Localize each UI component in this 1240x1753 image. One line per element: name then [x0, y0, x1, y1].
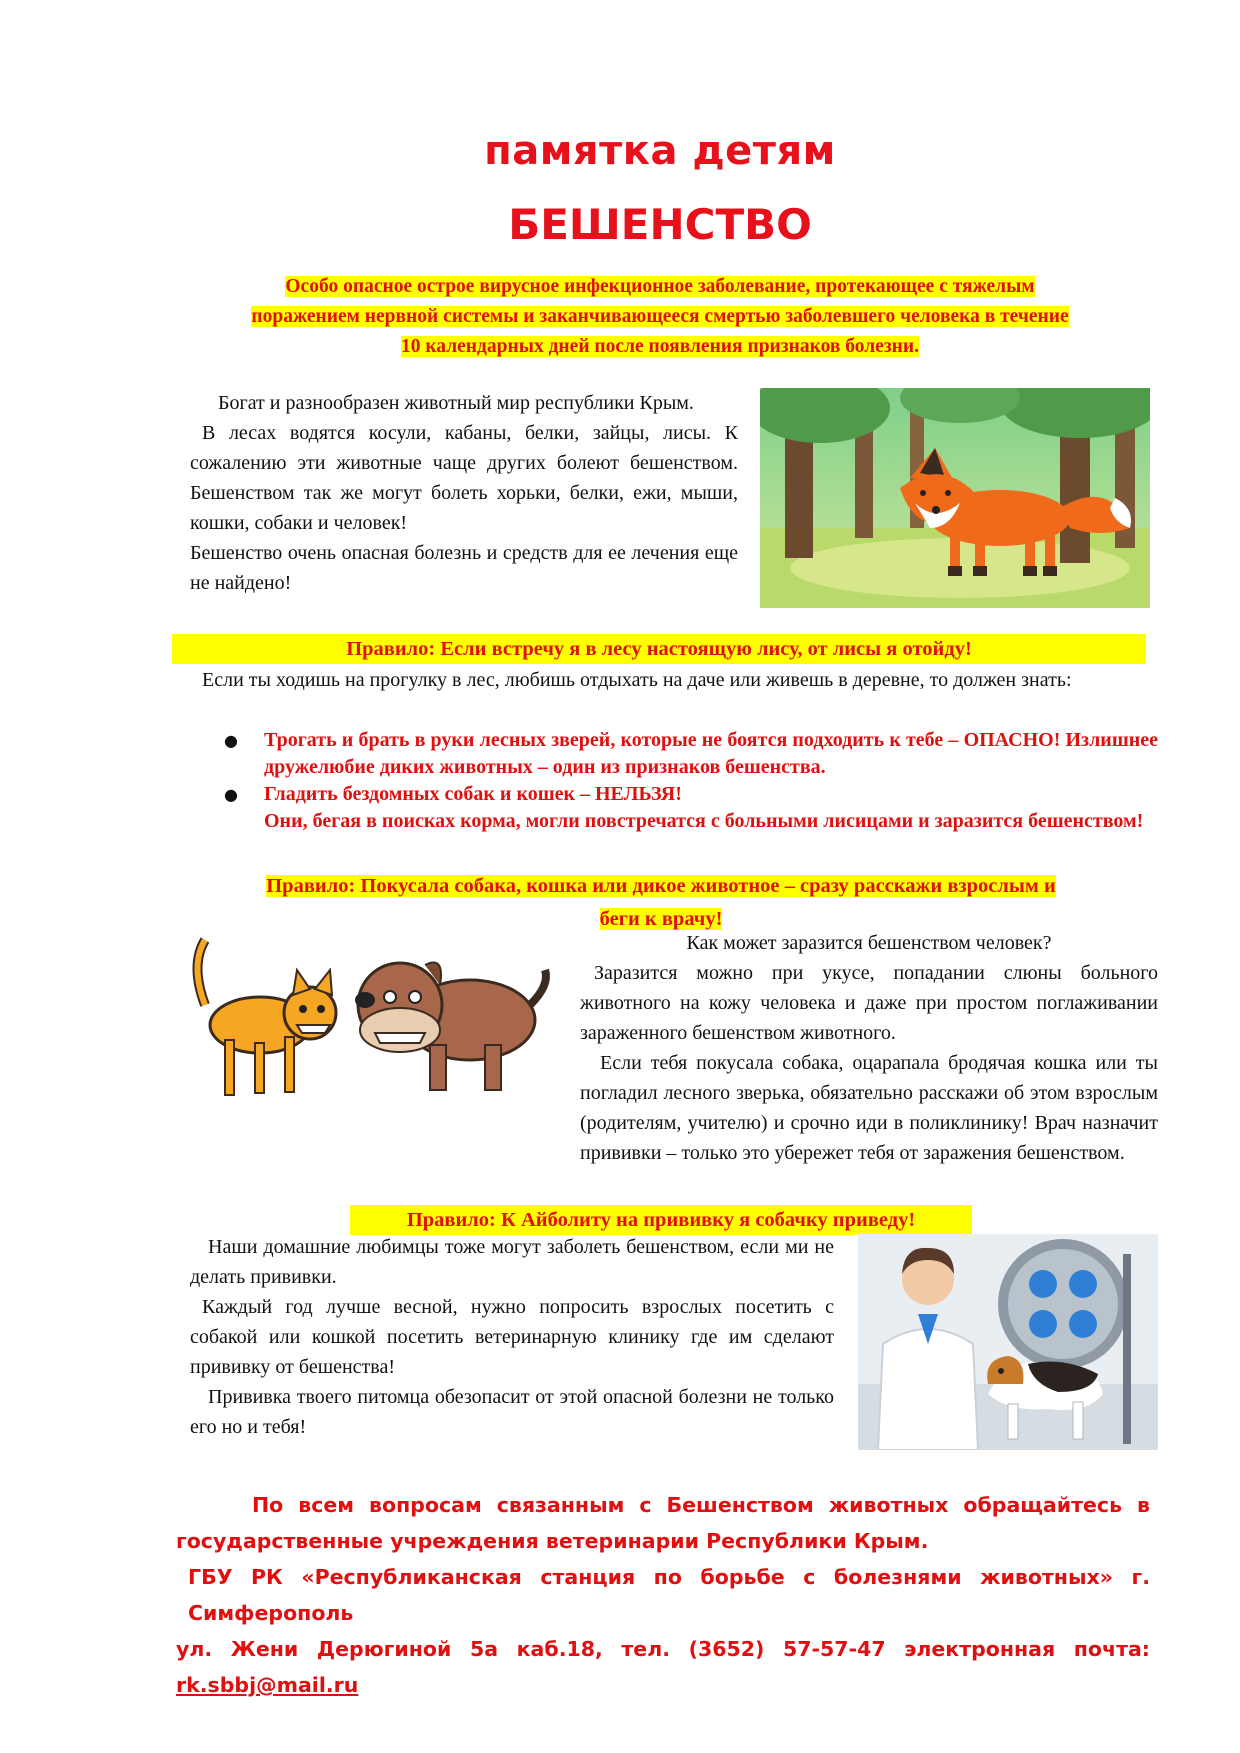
paragraph: Если тебя покусала собака, оцарапала бродячая кошка или ты погладил лесного зверька, обязательно расскажи об этом взрослым (родителям, учителю) и срочно иди в поликлинику! Врач назначит прививки – только это убережет тебя от заражения бешенством. [580, 1052, 1158, 1164]
infection-paragraphs [580, 928, 1158, 1168]
contact-footer [176, 1487, 1150, 1703]
intro-warning [170, 272, 1150, 362]
footer-line: ГБУ РК «Республиканская станция по борьбе с болезнями животных» г. Симферополь [188, 1565, 1150, 1625]
list-item [224, 727, 1158, 781]
footer-line: государственные учреждения ветеринарии Республики Крым. [176, 1529, 929, 1553]
rule-line: беги к врачу! [599, 908, 723, 930]
paragraph: Прививка твоего питомца обезопасит от этой опасной болезни не только его но и тебя! [190, 1386, 834, 1438]
fauna-paragraphs [190, 388, 738, 598]
page-subtitle: БЕШЕНСТВО [508, 200, 812, 249]
pets-paragraphs [190, 1232, 834, 1442]
email-link[interactable]: rk.sbbj@mail.ru [176, 1673, 359, 1697]
paragraph: Богат и разнообразен животный мир республики Крым. [218, 392, 694, 414]
angry-cat-dog-illustration [185, 925, 560, 1105]
paragraph: В лесах водятся косули, кабаны, белки, зайцы, лисы. К сожалению эти животные чаще других болеют бешенством. Бешенством так же могут болеть хорьки, белки, ежи, мыши, кошки, собаки и человек! [190, 422, 738, 534]
intro-line: поражением нервной системы и заканчивающееся смертью заболевшего человека в течение [251, 306, 1069, 327]
bullet-icon: ● [224, 785, 238, 804]
page-title: памятка детям [484, 128, 836, 174]
fox-forest-illustration [760, 388, 1150, 608]
walk-paragraph: Если ты ходишь на прогулку в лес, любишь отдыхать на даче или живешь в деревне, то должен знать: [202, 669, 1072, 691]
footer-line: По всем вопросам связанным с Бешенством животных обращайтесь в [252, 1493, 1150, 1517]
paragraph: Заразится можно при укусе, попадании слюны больного животного на кожу человека и даже при простом поглаживании зараженного бешенством животного. [580, 962, 1158, 1044]
list-item [224, 781, 1158, 835]
question: Как может заразится бешенством человек? [686, 932, 1052, 954]
address-text: ул. Жени Дерюгиной 5а каб.18, тел. (3652) 57-57-47 электронная почта: [176, 1637, 1150, 1661]
list-item-text: Трогать и брать в руки лесных зверей, которые не боятся подходить к тебе – ОПАСНО! Излишнее дружелюбие диких животных – один из признаков бешенства. [264, 729, 1158, 778]
footer-address-line [176, 1631, 1150, 1703]
veterinarian-illustration [858, 1234, 1158, 1450]
intro-line: Особо опасное острое вирусное инфекционное заболевание, протекающее с тяжелым [285, 276, 1035, 297]
rule-line: Правило: Покусала собака, кошка или дикое животное – сразу расскажи взрослым и [266, 875, 1056, 897]
paragraph: Бешенство очень опасная болезнь и средств для ее лечения еще не найдено! [190, 542, 738, 594]
intro-line: 10 календарных дней после появления признаков болезни. [400, 336, 920, 357]
paragraph: Каждый год лучше весной, нужно попросить взрослых посетить с собакой или кошкой посетить ветеринарную клинику где им сделают прививку от бешенства! [190, 1296, 834, 1378]
rule-fox: Правило: Если встречу я в лесу настоящую лису, от лисы я отойду! [172, 634, 1146, 664]
bullet-icon: ● [224, 731, 238, 750]
paragraph: Наши домашние любимцы тоже могут заболеть бешенством, если ми не делать прививки. [190, 1236, 834, 1288]
list-item-text: Гладить бездомных собак и кошек – НЕЛЬЗЯ! [264, 783, 682, 805]
list-item-extra: Они, бегая в поисках корма, могли повстречатся с больными лисицами и заразится бешенством! [264, 810, 1144, 832]
danger-list [224, 727, 1158, 835]
rule-vaccination: Правило: К Айболиту на прививку я собачку приведу! [350, 1205, 972, 1235]
